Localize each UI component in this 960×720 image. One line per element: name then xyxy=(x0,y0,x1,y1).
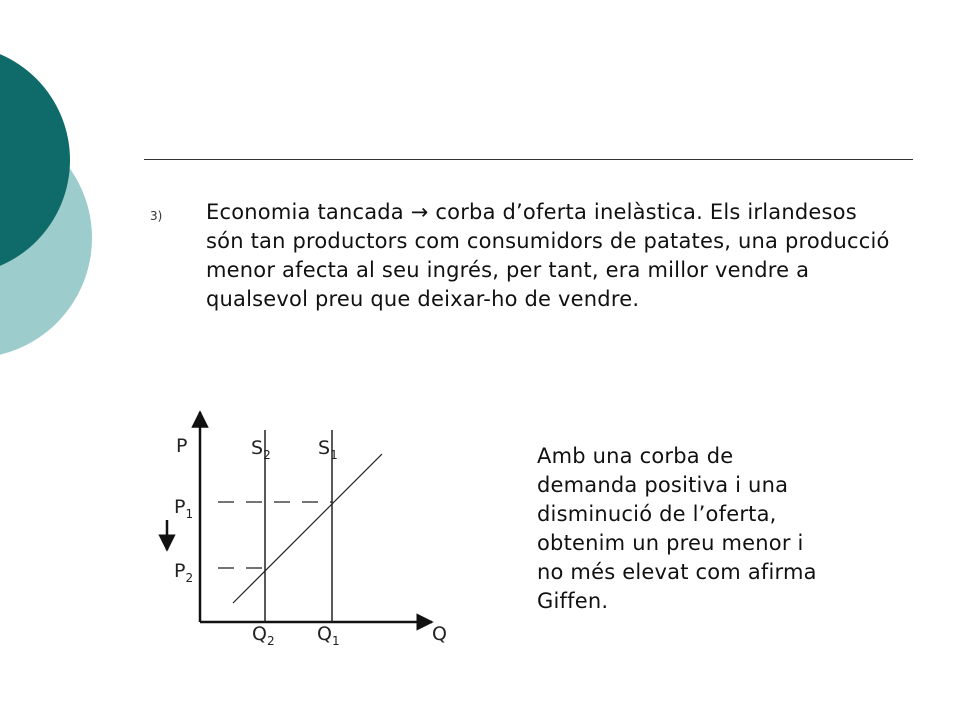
list-item-number: 3) xyxy=(150,209,163,223)
decorative-circles xyxy=(0,0,120,400)
quantity-label-q2: $Q_2$ xyxy=(252,623,275,648)
supply-shift-diagram xyxy=(150,400,460,650)
explanation-text: Amb una corba de demanda positiva i una disminució de l’oferta, obtenim un preu menor i no més elevat com afirma Giffen. xyxy=(537,444,817,613)
quantity-label-q1: $Q_1$ xyxy=(317,623,340,648)
y-axis-label: P xyxy=(176,435,188,457)
x-axis-label: Q xyxy=(432,623,447,645)
list-item-text: Economia tancada → corba d’oferta inelàstica. Els irlandesos són tan productors com consumidors de patates, una producció menor afecta al seu ingrés, per tant, era millor vendre a qualsevol preu que deixar-ho de vendre. xyxy=(206,200,890,311)
supply-label-s1: $S_1$ xyxy=(318,437,338,462)
demand-curve xyxy=(233,454,382,603)
supply-label-s2: $S_2$ xyxy=(251,437,271,462)
price-label-p2: $P_2$ xyxy=(174,560,194,585)
price-label-p1: $P_1$ xyxy=(174,496,194,521)
title-divider xyxy=(144,159,913,160)
